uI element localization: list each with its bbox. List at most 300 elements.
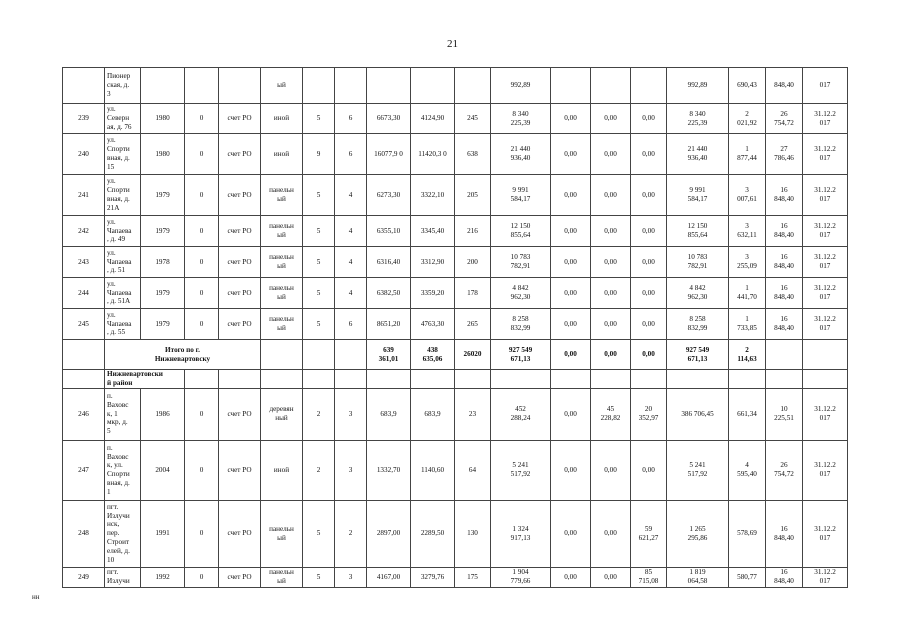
empty-cell xyxy=(551,370,591,389)
total-residents-cell: 26020 xyxy=(455,340,491,370)
entrances-cell: 4 xyxy=(335,247,367,278)
total-living-area-cell xyxy=(411,340,455,370)
cell-line: 782,91 xyxy=(510,262,531,270)
floors-cell: 5 xyxy=(303,104,335,134)
entrances-cell: 4 xyxy=(335,216,367,247)
cell-line: Излучи xyxy=(107,511,130,520)
cost-part-cell xyxy=(667,500,729,567)
address-cell xyxy=(105,278,141,309)
cost-part-cell xyxy=(631,567,667,587)
cell-line: 661,34 xyxy=(737,409,757,418)
cell-line: 877,44 xyxy=(737,154,757,162)
cell-line: 017 xyxy=(819,293,831,301)
year-cell: 1991 xyxy=(141,500,185,567)
wall-material-cell xyxy=(261,278,303,309)
total-area-cell: 4167,00 xyxy=(367,567,411,587)
cell-line: елей, д. xyxy=(107,546,130,555)
year-cell: 1980 xyxy=(141,134,185,175)
residents-cell: 216 xyxy=(455,216,491,247)
entrances-cell xyxy=(335,68,367,104)
cell-line: 228,82 xyxy=(600,414,621,423)
address-cell xyxy=(105,68,141,104)
empty-cell xyxy=(303,340,335,370)
method-cell: счет РО xyxy=(219,440,261,500)
cell-line: ный xyxy=(275,414,288,423)
cell-line: 671,13 xyxy=(687,354,708,363)
cell-line: 671,13 xyxy=(510,354,531,363)
floors-cell: 5 xyxy=(303,500,335,567)
cost-total-cell xyxy=(491,440,551,500)
cell-line: панельн xyxy=(269,284,294,293)
residents-cell: 130 xyxy=(455,500,491,567)
cell-line: 12 150 xyxy=(510,222,531,231)
cell-line: 632,11 xyxy=(737,231,757,239)
cell-line: 31.12.2 xyxy=(814,524,836,533)
residents-cell: 23 xyxy=(455,388,491,440)
row-number-cell: 242 xyxy=(63,216,105,247)
cell-line: 848,40 xyxy=(774,533,794,542)
cell-line: 848,40 xyxy=(774,231,794,239)
living-area-cell: 3345,40 xyxy=(411,216,455,247)
cell-line: 10 xyxy=(107,555,115,564)
cost-total-cell xyxy=(491,567,551,587)
total-cost-cell xyxy=(491,340,551,370)
residents-cell: 265 xyxy=(455,309,491,340)
deadline-cell xyxy=(803,309,848,340)
total-area-cell: 683,9 xyxy=(367,388,411,440)
row-number-cell: 245 xyxy=(63,309,105,340)
deadline-cell xyxy=(803,388,848,440)
cell-line: 962,30 xyxy=(687,293,708,301)
cell-line: 1 xyxy=(745,284,749,293)
cell-line: ый xyxy=(277,293,286,301)
cell-line: ый xyxy=(277,577,286,586)
cell-line: 3 xyxy=(107,89,111,98)
cell-line: к, 1 xyxy=(107,409,118,418)
cell-line: 255,09 xyxy=(737,262,757,270)
cell-line: панельн xyxy=(269,524,294,533)
cost-total-cell xyxy=(491,278,551,309)
max-unit-cost-cell xyxy=(766,440,803,500)
value-cell: 0 xyxy=(185,134,219,175)
entrances-cell: 4 xyxy=(335,175,367,216)
floors-cell: 5 xyxy=(303,309,335,340)
cell-line: 4 842 xyxy=(689,284,706,293)
cell-line: 15 xyxy=(107,162,115,171)
row-number-cell: 248 xyxy=(63,500,105,567)
cell-line: 936,40 xyxy=(687,154,708,162)
living-area-cell: 3279,76 xyxy=(411,567,455,587)
method-cell: счет РО xyxy=(219,104,261,134)
cost-total-cell xyxy=(491,68,551,104)
empty-cell xyxy=(261,340,303,370)
table-row xyxy=(63,440,848,500)
cell-line: 715,08 xyxy=(638,577,659,586)
cell-line: 31.12.2 xyxy=(814,186,836,195)
living-area-cell: 1140,60 xyxy=(411,440,455,500)
cost-part-cell: 0,00 xyxy=(631,440,667,500)
cost-part-cell: 0,00 xyxy=(631,278,667,309)
year-cell: 1986 xyxy=(141,388,185,440)
entrances-cell: 6 xyxy=(335,134,367,175)
cell-line: 832,99 xyxy=(687,324,708,332)
method-cell: счет РО xyxy=(219,500,261,567)
deadline-cell xyxy=(803,567,848,587)
cell-line: 017 xyxy=(819,577,831,586)
empty-cell xyxy=(766,370,803,389)
cost-part-cell: 0,00 xyxy=(631,247,667,278)
year-cell: 1978 xyxy=(141,247,185,278)
method-cell: счет РО xyxy=(219,567,261,587)
cell-line: , д. 55 xyxy=(107,328,126,337)
living-area-cell: 2289,50 xyxy=(411,500,455,567)
max-unit-cost-cell xyxy=(766,68,803,104)
row-number-cell: 240 xyxy=(63,134,105,175)
cell-line: 017 xyxy=(819,324,831,332)
cell-line: 26 xyxy=(780,109,788,118)
cell-line: 5 xyxy=(107,427,111,436)
total-label-cell xyxy=(105,340,261,370)
table-row xyxy=(63,278,848,309)
address-cell xyxy=(105,175,141,216)
cell-line: Ваховс xyxy=(107,400,129,409)
unit-cost-cell xyxy=(729,309,766,340)
address-cell xyxy=(105,567,141,587)
entrances-cell: 3 xyxy=(335,567,367,587)
cell-line: Нижневартовски xyxy=(107,370,163,378)
cell-line: 690,43 xyxy=(737,81,757,90)
max-unit-cost-cell xyxy=(766,278,803,309)
residents-cell: 175 xyxy=(455,567,491,587)
unit-cost-cell xyxy=(729,104,766,134)
cell-line: 225,51 xyxy=(774,414,794,423)
cell-line: 4 xyxy=(745,461,749,470)
entrances-cell: 3 xyxy=(335,440,367,500)
row-number-cell: 239 xyxy=(63,104,105,134)
cell-line: 017 xyxy=(819,81,831,90)
cell-line: Спорти xyxy=(107,186,130,195)
cell-line: 1 xyxy=(107,487,111,496)
total-area-cell xyxy=(367,68,411,104)
cell-line: Пионер xyxy=(107,72,131,81)
total-area-cell xyxy=(367,340,411,370)
method-cell: счет РО xyxy=(219,134,261,175)
cell-line: 452 xyxy=(515,405,526,414)
year-cell: 1979 xyxy=(141,309,185,340)
year-cell: 1979 xyxy=(141,216,185,247)
floors-cell: 5 xyxy=(303,567,335,587)
residents-cell xyxy=(455,68,491,104)
cell-line: 635,06 xyxy=(422,354,443,363)
cell-line: 992,89 xyxy=(510,81,531,90)
cell-line: 31.12.2 xyxy=(814,109,836,118)
floors-cell: 2 xyxy=(303,440,335,500)
cell-line: 017 xyxy=(819,154,831,162)
cell-line: ул. xyxy=(107,248,116,257)
cell-line: пгт. xyxy=(107,568,119,577)
cell-line: 31.12.2 xyxy=(814,315,836,324)
cost-part-cell: 0,00 xyxy=(631,216,667,247)
cell-line: ул. xyxy=(107,279,116,288)
max-unit-cost-cell xyxy=(766,388,803,440)
cost-part-cell: 0,00 xyxy=(551,440,591,500)
unit-cost-cell xyxy=(729,388,766,440)
method-cell xyxy=(219,68,261,104)
cell-line: 578,69 xyxy=(737,529,757,538)
cell-line: ул. xyxy=(107,136,116,145)
cell-line: пер. xyxy=(107,529,120,538)
cell-line: 3 xyxy=(745,253,749,262)
cell-line: Излучи xyxy=(107,577,130,586)
max-unit-cost-cell xyxy=(766,567,803,587)
total-area-cell: 8651,20 xyxy=(367,309,411,340)
cell-line: 855,64 xyxy=(510,231,531,239)
row-number-cell: 247 xyxy=(63,440,105,500)
value-cell: 0 xyxy=(185,278,219,309)
cell-line: 16 xyxy=(780,186,788,195)
total-unit-cost-cell xyxy=(729,340,766,370)
empty-cell xyxy=(631,370,667,389)
unit-cost-cell xyxy=(729,216,766,247)
max-unit-cost-cell xyxy=(766,309,803,340)
empty-cell xyxy=(667,370,729,389)
value-cell: 0 xyxy=(185,440,219,500)
cell-line: ул. xyxy=(107,105,116,114)
cost-part-cell: 0,00 xyxy=(631,104,667,134)
cell-line: Чапаева xyxy=(107,288,132,297)
cell-line: 584,17 xyxy=(510,195,531,203)
method-cell: счет РО xyxy=(219,175,261,216)
cell-line: Спорти xyxy=(107,145,130,154)
cell-line: мкр, д. xyxy=(107,418,128,427)
table-row xyxy=(63,247,848,278)
cell-line: 517,92 xyxy=(510,470,531,479)
section-label-cell xyxy=(105,370,185,389)
cell-line: ый xyxy=(277,231,286,239)
wall-material-cell xyxy=(261,134,303,175)
cost-part-cell xyxy=(667,104,729,134)
cell-line: Спорти xyxy=(107,470,130,479)
cell-line: панельн xyxy=(269,222,294,231)
unit-cost-cell xyxy=(729,134,766,175)
wall-material-cell xyxy=(261,68,303,104)
entrances-cell: 3 xyxy=(335,388,367,440)
residents-cell: 205 xyxy=(455,175,491,216)
cell-line: вная, д. xyxy=(107,195,130,203)
cell-line: 361,01 xyxy=(378,354,399,363)
cell-line: ская, д. xyxy=(107,81,130,90)
unit-cost-cell xyxy=(729,500,766,567)
cell-line: 3 xyxy=(745,186,749,195)
address-cell xyxy=(105,104,141,134)
entrances-cell: 2 xyxy=(335,500,367,567)
cost-part-cell: 0,00 xyxy=(551,388,591,440)
cell-line: 917,13 xyxy=(510,533,531,542)
cell-line: 16 xyxy=(780,284,788,293)
method-cell: счет РО xyxy=(219,278,261,309)
row-number-cell: 249 xyxy=(63,567,105,587)
table-row xyxy=(63,68,848,104)
living-area-cell: 683,9 xyxy=(411,388,455,440)
cost-total-cell xyxy=(491,134,551,175)
cost-part-cell: 0,00 xyxy=(551,278,591,309)
cell-line: 5 241 xyxy=(689,461,706,470)
cell-line: вная, д. xyxy=(107,478,130,487)
residents-cell: 245 xyxy=(455,104,491,134)
table-row xyxy=(63,388,848,440)
cell-line: 31.12.2 xyxy=(814,568,836,577)
cell-line: 754,72 xyxy=(774,470,794,479)
cell-line: Строит xyxy=(107,537,130,546)
cell-line: 225,39 xyxy=(510,118,531,127)
address-cell xyxy=(105,216,141,247)
cell-line: 927 549 xyxy=(508,345,533,354)
cell-line: Чапаева xyxy=(107,319,132,328)
cost-part-cell: 0,00 xyxy=(551,247,591,278)
cost-total-cell xyxy=(491,309,551,340)
max-unit-cost-cell xyxy=(766,175,803,216)
cell-line: 848,40 xyxy=(774,262,794,270)
cost-part-cell: 0,00 xyxy=(591,247,631,278)
cell-line: 10 xyxy=(780,405,788,414)
cell-line: Итого по г. xyxy=(165,345,200,354)
address-cell xyxy=(105,309,141,340)
method-cell: счет РО xyxy=(219,388,261,440)
cost-part-cell xyxy=(667,247,729,278)
total-area-cell: 2897,00 xyxy=(367,500,411,567)
cell-line: , д. 51А xyxy=(107,297,131,306)
year-cell: 1980 xyxy=(141,104,185,134)
cost-part-cell xyxy=(667,134,729,175)
wall-material-cell xyxy=(261,104,303,134)
cell-line: 20 xyxy=(644,405,653,414)
cell-line: 16 xyxy=(780,315,788,324)
cell-line: 16 xyxy=(780,222,788,231)
value-cell: 0 xyxy=(185,104,219,134)
deadline-cell xyxy=(803,68,848,104)
total-cost-part-cell: 0,00 xyxy=(591,340,631,370)
year-cell: 1992 xyxy=(141,567,185,587)
cell-line: 21А xyxy=(107,203,120,212)
value-cell: 0 xyxy=(185,247,219,278)
deadline-cell xyxy=(803,247,848,278)
registry-table xyxy=(62,67,848,588)
empty-cell xyxy=(491,370,551,389)
cost-part-cell xyxy=(667,175,729,216)
empty-cell xyxy=(455,370,491,389)
empty-cell xyxy=(367,370,411,389)
unit-cost-cell xyxy=(729,278,766,309)
empty-cell xyxy=(803,370,848,389)
cost-part-cell: 0,00 xyxy=(591,175,631,216)
value-cell: 0 xyxy=(185,309,219,340)
cost-part-cell: 0,00 xyxy=(631,134,667,175)
cell-line: 962,30 xyxy=(510,293,531,301)
year-cell: 1979 xyxy=(141,175,185,216)
cell-line: ая, д. 76 xyxy=(107,122,132,131)
unit-cost-cell xyxy=(729,247,766,278)
empty-cell xyxy=(803,340,848,370)
cell-line: Чапаева xyxy=(107,257,132,266)
year-cell: 2004 xyxy=(141,440,185,500)
method-cell: счет РО xyxy=(219,216,261,247)
cost-total-cell xyxy=(491,500,551,567)
cell-line: 595,40 xyxy=(737,470,757,479)
cost-part-cell xyxy=(631,68,667,104)
empty-cell xyxy=(591,370,631,389)
total-row xyxy=(63,340,848,370)
cell-line: 927 549 xyxy=(685,345,710,354)
floors-cell xyxy=(303,68,335,104)
total-area-cell: 1332,70 xyxy=(367,440,411,500)
empty-cell xyxy=(766,340,803,370)
cost-part-cell: 0,00 xyxy=(591,500,631,567)
cell-line: , д. 49 xyxy=(107,235,126,244)
cell-line: 754,72 xyxy=(774,118,794,127)
cell-line: п. xyxy=(107,392,113,401)
year-cell xyxy=(141,68,185,104)
max-unit-cost-cell xyxy=(766,500,803,567)
cell-line: 855,64 xyxy=(687,231,708,239)
total-area-cell: 6355,10 xyxy=(367,216,411,247)
cost-part-cell: 0,00 xyxy=(551,309,591,340)
cell-line: 017 xyxy=(819,195,831,203)
cost-part-cell: 0,00 xyxy=(551,567,591,587)
cell-line: 779,66 xyxy=(510,577,531,586)
cell-line: 848,40 xyxy=(774,81,794,90)
total-area-cell: 6316,40 xyxy=(367,247,411,278)
cell-line: иной xyxy=(273,114,290,123)
value-cell: 0 xyxy=(185,175,219,216)
cell-line: ый xyxy=(277,262,286,270)
cost-total-cell xyxy=(491,175,551,216)
cost-part-cell: 0,00 xyxy=(591,216,631,247)
max-unit-cost-cell xyxy=(766,247,803,278)
cost-part-cell: 0,00 xyxy=(551,134,591,175)
row-number-cell: 241 xyxy=(63,175,105,216)
cell-line: 782,91 xyxy=(687,262,708,270)
cell-line: 017 xyxy=(819,231,831,239)
cell-line: 295,86 xyxy=(687,533,708,542)
cost-part-cell: 0,00 xyxy=(591,309,631,340)
cost-part-cell xyxy=(667,388,729,440)
cell-line: 31.12.2 xyxy=(814,222,836,231)
cell-line: й район xyxy=(107,378,133,387)
registry-table-body xyxy=(63,68,848,588)
cell-line: 992,89 xyxy=(687,81,708,90)
cell-line: 064,58 xyxy=(687,577,708,586)
cell-line: 386 706,45 xyxy=(681,409,714,418)
cell-line: 225,39 xyxy=(687,118,708,127)
residents-cell: 200 xyxy=(455,247,491,278)
empty-cell xyxy=(219,370,261,389)
cell-line: 45 xyxy=(606,405,615,414)
cell-line: 2 xyxy=(745,345,749,354)
cost-part-cell: 0,00 xyxy=(591,134,631,175)
cell-line: 848,40 xyxy=(774,293,794,301)
table-row xyxy=(63,309,848,340)
unit-cost-cell xyxy=(729,567,766,587)
cell-line: 1 324 xyxy=(512,524,529,533)
residents-cell: 178 xyxy=(455,278,491,309)
cell-line: 021,92 xyxy=(737,118,757,127)
wall-material-cell xyxy=(261,567,303,587)
cost-total-cell xyxy=(491,216,551,247)
living-area-cell: 4124,90 xyxy=(411,104,455,134)
cell-line: 1 xyxy=(745,315,749,324)
row-number-cell: 243 xyxy=(63,247,105,278)
cell-line: 848,40 xyxy=(774,324,794,332)
